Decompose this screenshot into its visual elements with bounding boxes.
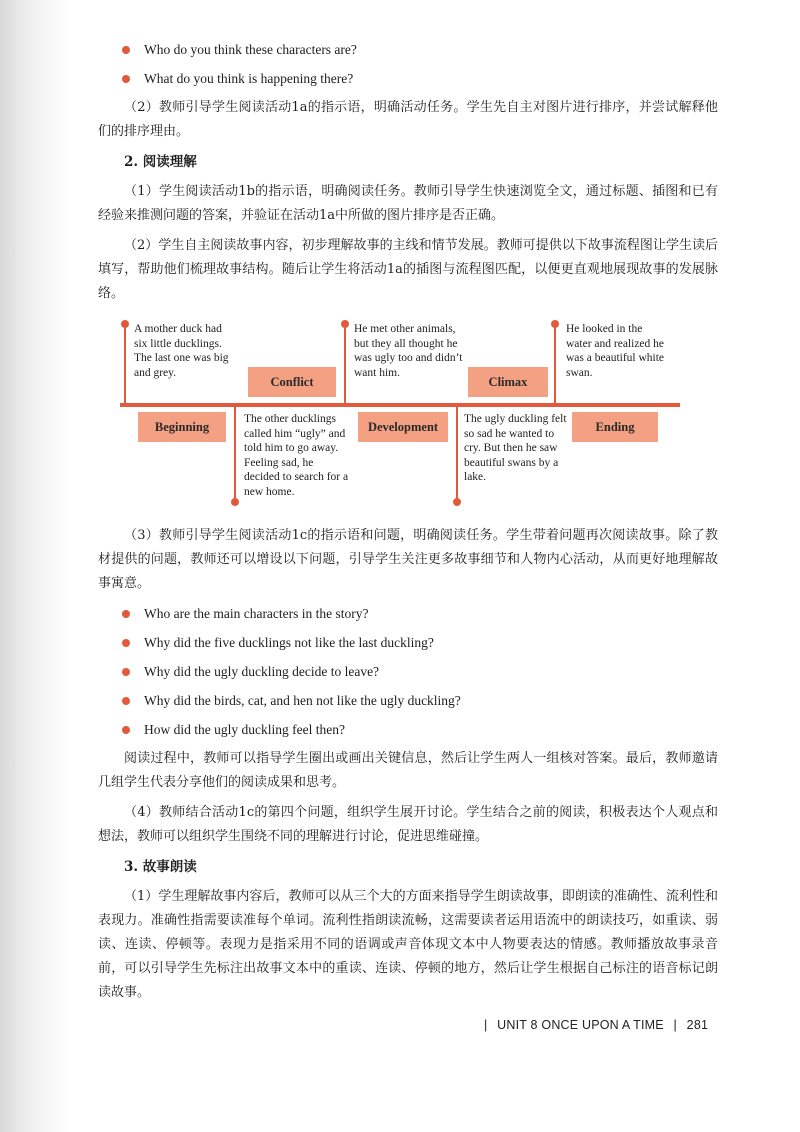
page-binding-shadow (0, 0, 72, 1132)
connector-line (456, 405, 458, 501)
section-heading: 2. 阅读理解 (124, 154, 197, 170)
story-flow-diagram (120, 320, 680, 510)
page-content (98, 38, 718, 1011)
connector-line (124, 324, 126, 405)
footer-separator: | (484, 1018, 488, 1032)
stage-development: Development (358, 412, 448, 442)
footer-title: ONCE UPON A TIME (541, 1018, 664, 1032)
paragraph: （4）教师结合活动1c的第四个问题，组织学生展开讨论。学生结合之前的阅读，积极表达个人观点和想法，教师可以组织学生围绕不同的理解进行讨论，促进思维碰撞。 (98, 805, 718, 844)
stage-ending: Ending (572, 412, 658, 442)
connector-knob-icon (341, 320, 349, 328)
list-item: Why did the ugly duckling decide to leave? (120, 660, 718, 684)
note-climax: The ugly duckling felt so sad he wanted to cry. But then he saw beautiful swans by a lake. (464, 413, 567, 483)
list-item: What do you think is happening there? (120, 67, 718, 91)
connector-knob-icon (121, 320, 129, 328)
connector-knob-icon (453, 498, 461, 506)
connector-line (344, 324, 346, 405)
note-development: He met other animals, but they all thought he was ugly too and didn’t want him. (354, 323, 463, 379)
paragraph: （2）教师引导学生阅读活动1a的指示语，明确活动任务。学生先自主对图片进行排序，并尝试解释他们的排序理由。 (98, 100, 718, 139)
page-footer (478, 1018, 708, 1032)
paragraph: （1）学生阅读活动1b的指示语，明确阅读任务。教师引导学生快速浏览全文，通过标题、插图和已有经验来推测问题的答案，并验证在活动1a中所做的图片排序是否正确。 (98, 184, 718, 223)
list-item: Who are the main characters in the story? (120, 602, 718, 626)
section-heading: 3. 故事朗读 (124, 859, 197, 875)
connector-line (234, 405, 236, 501)
bullet-dot-icon (122, 697, 130, 705)
footer-separator: | (673, 1018, 677, 1032)
note-beginning: A mother duck had six little ducklings. The last one was big and grey. (134, 323, 229, 379)
list-item: Who do you think these characters are? (120, 38, 718, 62)
note-ending: He looked in the water and realized he was a beautiful white swan. (566, 323, 665, 379)
stage-beginning: Beginning (138, 412, 226, 442)
stage-climax: Climax (468, 367, 548, 397)
connector-knob-icon (231, 498, 239, 506)
stage-conflict: Conflict (248, 367, 336, 397)
bullet-dot-icon (122, 726, 130, 734)
paragraph: （2）学生自主阅读故事内容，初步理解故事的主线和情节发展。教师可提供以下故事流程图让学生读后填写，帮助他们梳理故事结构。随后让学生将活动1a的插图与流程图匹配，以便更直观地展现故事的发展脉络。 (98, 238, 718, 301)
paragraph: 阅读过程中，教师可以指导学生圈出或画出关键信息，然后让学生两人一组核对答案。最后，教师邀请几组学生代表分享他们的阅读成果和思考。 (98, 751, 718, 790)
list-item: How did the ugly duckling feel then? (120, 718, 718, 742)
paragraph: （3）教师引导学生阅读活动1c的指示语和问题，明确阅读任务。学生带着问题再次阅读故事。除了教材提供的问题，教师还可以增设以下问题，引导学生关注更多故事细节和人物内心活动，从而更好地理解故事寓意。 (98, 528, 718, 591)
bullet-dot-icon (122, 639, 130, 647)
connector-knob-icon (551, 320, 559, 328)
note-conflict: The other ducklings called him “ugly” and told him to go away. Feeling sad, he decided to search for a new home. (244, 413, 349, 498)
bullet-dot-icon (122, 75, 130, 83)
bullet-dot-icon (122, 610, 130, 618)
connector-line (554, 324, 556, 405)
footer-unit: UNIT 8 (497, 1018, 538, 1032)
list-item: Why did the birds, cat, and hen not like the ugly duckling? (120, 689, 718, 713)
bullet-dot-icon (122, 46, 130, 54)
timeline-axis (120, 403, 680, 407)
list-item: Why did the five ducklings not like the last duckling? (120, 631, 718, 655)
bullet-dot-icon (122, 668, 130, 676)
paragraph: （1）学生理解故事内容后，教师可以从三个大的方面来指导学生朗读故事，即朗读的准确性、流利性和表现力。准确性指需要读准每个单词。流利性指朗读流畅，这需要读者运用语流中的朗读技巧，如重读、弱读、连读、停顿等。表现力是指采用不同的语调或声音体现文本中人物要表达的情感。教师播放故事录音前，可以引导学生先标注出故事文本中的重读、连读、停顿的地方，然后让学生根据自己标注的语音标记朗读故事。 (98, 889, 718, 1000)
page-number: 281 (686, 1018, 709, 1032)
